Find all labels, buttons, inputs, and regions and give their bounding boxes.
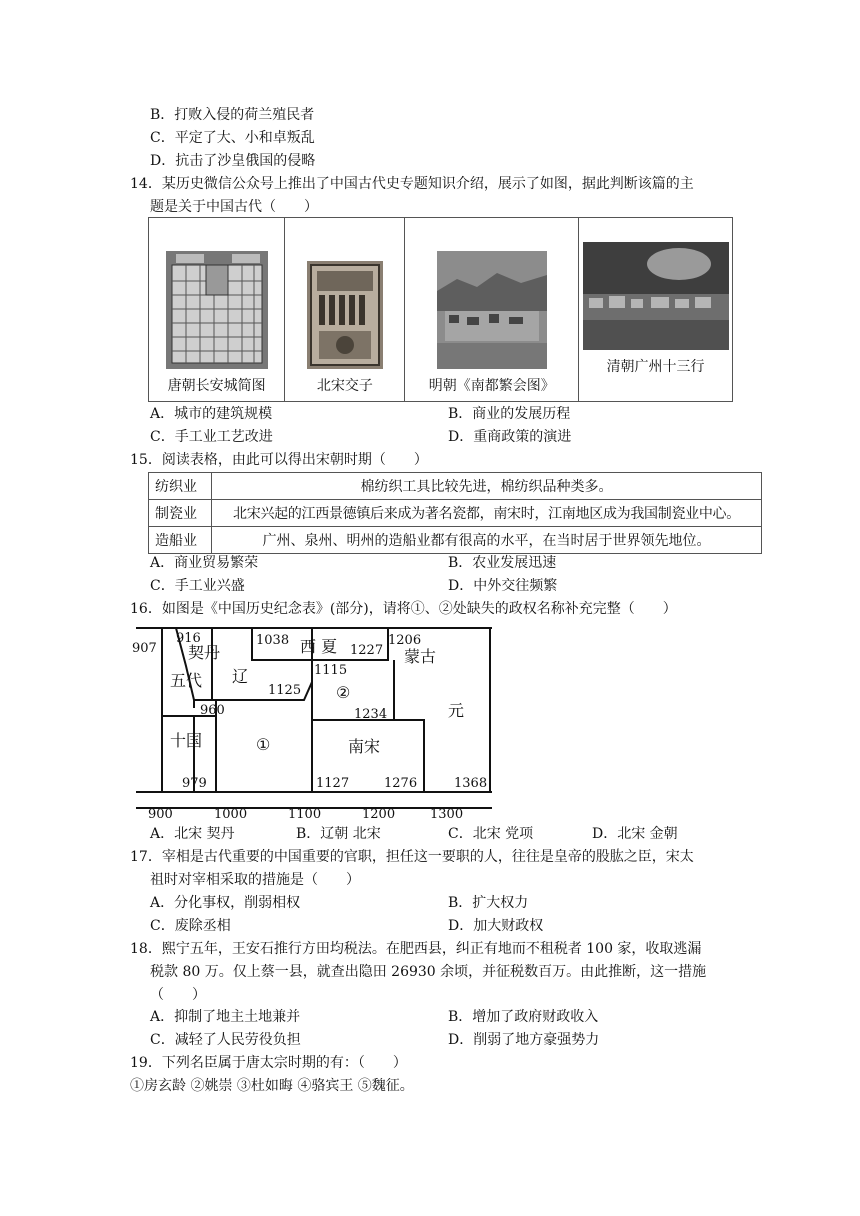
q13-option-c: C．平定了大、小和卓叛乱 <box>150 130 315 146</box>
year-1125: 1125 <box>268 683 302 698</box>
q13-option-d: D．抗击了沙皇俄国的侵略 <box>150 153 316 169</box>
label-liao: 辽 <box>232 667 249 686</box>
q14-stem-line2: 题是关于中国古代（ ） <box>150 199 318 215</box>
row-label: 造船业 <box>149 527 212 554</box>
q19-items: ①房玄龄 ②姚崇 ③杜如晦 ④骆宾王 ⑤魏征。 <box>130 1078 414 1094</box>
label-nansong: 南宋 <box>348 737 381 756</box>
q14-cell-changan <box>149 218 285 402</box>
row-text: 棉纺织工具比较先进，棉纺织品种类多。 <box>212 473 762 500</box>
label-yuan: 元 <box>448 701 465 720</box>
q16-option-c: C．北宋 党项 <box>448 826 534 842</box>
q17-stem-line2: 祖时对宰相采取的措施是（ ） <box>150 872 360 888</box>
q15-option-a: A．商业贸易繁荣 <box>150 555 259 571</box>
q14-image-table <box>148 217 733 402</box>
year-1115: 1115 <box>314 663 348 678</box>
row-label: 纺织业 <box>149 473 212 500</box>
table-row <box>149 473 762 500</box>
label-shiguo: 十国 <box>170 731 203 750</box>
year-916: 916 <box>176 631 201 646</box>
q14-option-a: A．城市的建筑规模 <box>150 406 273 422</box>
q14-option-d: D．重商政策的演进 <box>448 429 572 445</box>
q18-option-b: B．增加了政府财政收入 <box>448 1009 599 1025</box>
q17-option-b: B．扩大权力 <box>448 895 529 911</box>
year-907: 907 <box>132 641 157 656</box>
axis-tick: 1100 <box>288 807 322 822</box>
q15-stem: 15．阅读表格，由此可以得出宋朝时期（ ） <box>130 452 428 468</box>
q14-option-c: C．手工业工艺改进 <box>150 429 273 445</box>
year-1206: 1206 <box>388 633 422 648</box>
year-979: 979 <box>182 776 207 791</box>
nandu-painting-image <box>437 251 547 369</box>
jiaozi-banknote-image <box>307 261 383 369</box>
label-circle-2: ② <box>336 683 351 702</box>
history-timeline-chart <box>132 622 502 822</box>
q18-option-a: A．抑制了地主土地兼并 <box>150 1009 301 1025</box>
q16-option-a: A．北宋 契丹 <box>150 826 235 842</box>
q16-option-b: B．辽朝 北宋 <box>296 826 381 842</box>
q18-option-d: D．削弱了地方豪强势力 <box>448 1032 600 1048</box>
q19-stem: 19．下列名臣属于唐太宗时期的有：（ ） <box>130 1055 407 1071</box>
table-row <box>149 500 762 527</box>
q15-option-c: C．手工业兴盛 <box>150 578 245 594</box>
table-row <box>149 527 762 554</box>
q18-option-c: C．减轻了人民劳役负担 <box>150 1032 301 1048</box>
q14-cell-nandu <box>405 218 579 402</box>
label-menggu: 蒙古 <box>404 647 437 666</box>
axis-tick: 900 <box>148 807 173 822</box>
year-1227: 1227 <box>350 643 384 658</box>
axis-tick: 1200 <box>362 807 396 822</box>
q17-option-d: D．加大财政权 <box>448 918 544 934</box>
label-circle-1: ① <box>256 735 271 754</box>
label-xixia: 西 夏 <box>300 637 338 656</box>
q14-cell-jiaozi <box>285 218 405 402</box>
q18-stem-line3: （ ） <box>150 987 206 1003</box>
q14-cell-shisanhang <box>579 218 733 402</box>
caption-shisanhang: 清朝广州十三行 <box>606 359 705 375</box>
q17-option-a: A．分化事权，削弱相权 <box>150 895 301 911</box>
caption-changan: 唐朝长安城简图 <box>167 378 266 394</box>
caption-jiaozi: 北宋交子 <box>316 378 373 394</box>
shisanhang-painting-image <box>583 242 729 350</box>
year-1038: 1038 <box>256 633 290 648</box>
year-960: 960 <box>200 703 225 718</box>
q14-option-b: B．商业的发展历程 <box>448 406 571 422</box>
q17-option-c: C．废除丞相 <box>150 918 231 934</box>
q15-option-b: B．农业发展迅速 <box>448 555 557 571</box>
row-label: 制瓷业 <box>149 500 212 527</box>
axis-tick: 1300 <box>430 807 464 822</box>
year-1276: 1276 <box>384 776 418 791</box>
caption-nandu: 明朝《南都繁会图》 <box>428 378 555 394</box>
q15-industry-table <box>148 472 762 554</box>
q16-stem: 16．如图是《中国历史纪念表》(部分)，请将①、②处缺失的政权名称补充完整（ ） <box>130 601 677 617</box>
q18-stem-line2: 税款 80 万。仅上蔡一县，就查出隐田 26930 余顷，并征税数百万。由此推断，这一措施 <box>150 964 707 980</box>
year-1234: 1234 <box>354 707 388 722</box>
changan-map-image <box>166 251 268 369</box>
year-1368: 1368 <box>454 776 488 791</box>
label-wudai: 五代 <box>170 671 203 690</box>
q15-option-d: D．中外交往频繁 <box>448 578 558 594</box>
year-1127: 1127 <box>316 776 350 791</box>
row-text: 广州、泉州、明州的造船业都有很高的水平，在当时居于世界领先地位。 <box>212 527 762 554</box>
label-qidan: 契丹 <box>188 643 221 662</box>
q13-option-b: B．打败入侵的荷兰殖民者 <box>150 107 315 123</box>
axis-tick: 1000 <box>214 807 248 822</box>
q17-stem-line1: 17．宰相是古代重要的中国重要的官职，担任这一要职的人，往往是皇帝的股肱之臣，宋太 <box>130 849 694 865</box>
q18-stem-line1: 18．熙宁五年，王安石推行方田均税法。在肥西县，纠正有地而不租税者 100 家，收取逃漏 <box>130 941 702 957</box>
q14-stem-line1: 14．某历史微信公众号上推出了中国古代史专题知识介绍，展示了如图，据此判断该篇的主 <box>130 176 694 192</box>
q16-option-d: D．北宋 金朝 <box>592 826 678 842</box>
row-text: 北宋兴起的江西景德镇后来成为著名瓷都，南宋时，江南地区成为我国制瓷业中心。 <box>212 500 762 527</box>
